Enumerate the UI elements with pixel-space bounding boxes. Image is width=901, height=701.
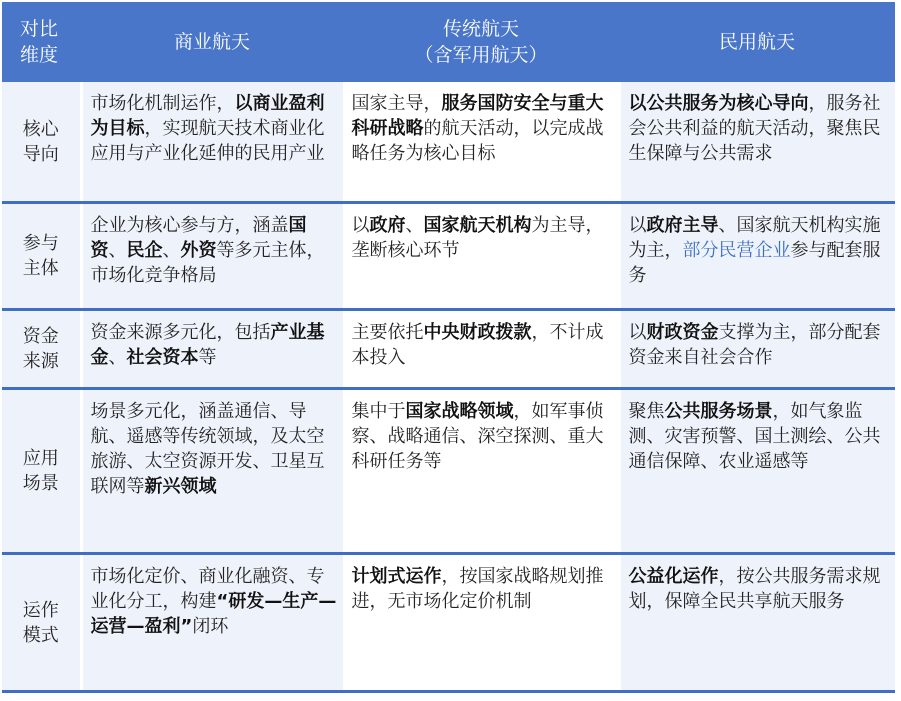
civil-cell xyxy=(619,389,895,554)
cell-text: 、 xyxy=(108,240,127,261)
cell-text: ，服务社会公共利益的航天活动，聚焦民生保障与公共需求 xyxy=(628,93,881,164)
cell-text: 的航天活动，以完成战略任务为核心目标 xyxy=(351,118,604,164)
header-civil: 民用航天 xyxy=(619,2,895,82)
cell-text: 资金来源多元化，包括 xyxy=(90,322,271,343)
emphasis-text: “研发—生产—运营—盈利” xyxy=(90,591,337,637)
cell-text: 为主导，垄断核心环节 xyxy=(351,215,604,261)
dimension-line1: 运作 xyxy=(22,599,59,621)
dimension-line2: 来源 xyxy=(22,351,59,372)
emphasis-text: 民企 xyxy=(126,240,163,261)
dimension-cell xyxy=(2,310,81,389)
header-dimension xyxy=(2,2,81,82)
traditional-cell xyxy=(343,310,619,389)
dimension-cell xyxy=(2,389,81,554)
cell-text: 市场化定价、商业化融资、专业化分工，构建 xyxy=(90,566,325,612)
commercial-cell xyxy=(81,389,343,554)
table-row-application-scenario xyxy=(2,389,895,554)
cell-text: 、 xyxy=(162,240,181,261)
cell-text: 以 xyxy=(628,322,647,343)
table-row-funding-source xyxy=(2,310,895,389)
traditional-cell xyxy=(343,554,619,692)
table-row-participants xyxy=(2,203,895,310)
emphasis-text: 国资 xyxy=(90,215,307,261)
dimension-line2: 场景 xyxy=(22,473,59,494)
emphasis-text: 国家航天机构 xyxy=(423,215,532,236)
commercial-cell xyxy=(81,310,343,389)
cell-text: 国家主导， xyxy=(351,93,442,114)
cell-text: 聚焦 xyxy=(628,401,665,422)
cell-text: ，按公共服务需求规划，保障全民共享航天服务 xyxy=(628,566,881,612)
cell-text: 等 xyxy=(198,347,217,368)
header-dimension-line2: 维度 xyxy=(20,44,59,66)
emphasis-text: 外资 xyxy=(180,240,217,261)
cell-text: 主要依托 xyxy=(351,322,424,343)
dimension-line2: 主体 xyxy=(22,258,59,279)
emphasis-text: 以公共服务为核心导向 xyxy=(628,93,809,114)
emphasis-text: 公共服务场景 xyxy=(664,401,773,422)
header-traditional xyxy=(343,2,619,82)
emphasis-text: 产业基金 xyxy=(90,322,325,368)
traditional-cell xyxy=(343,82,619,203)
civil-cell xyxy=(619,82,895,203)
emphasis-text: 政府 xyxy=(369,215,406,236)
header-row xyxy=(2,2,895,82)
emphasis-text: 计划式运作 xyxy=(351,566,442,587)
dimension-line1: 参与 xyxy=(22,233,59,254)
cell-text: 场景多元化，涵盖通信、导航、遥感等传统领域，及太空旅游、太空资源开发、卫星互联网等 xyxy=(90,401,325,497)
header-traditional-line2: （含军用航天） xyxy=(414,44,548,66)
dimension-line2: 导向 xyxy=(22,143,59,165)
emphasis-text: 公益化运作 xyxy=(628,566,719,587)
cell-text: ，如气象监测、灾害预警、国土测绘、公共通信保障、农业遥感等 xyxy=(628,401,881,472)
cell-text: 市场化机制运作， xyxy=(90,93,235,114)
emphasis-text: 新兴领域 xyxy=(144,476,217,497)
table-row-core-orientation xyxy=(2,82,895,203)
commercial-cell xyxy=(81,203,343,310)
cell-text: 集中于 xyxy=(351,401,406,422)
commercial-cell xyxy=(81,82,343,203)
header-commercial: 商业航天 xyxy=(81,2,343,82)
cell-text: 闭环 xyxy=(192,616,229,637)
emphasis-text: 中央财政拨款 xyxy=(423,322,532,343)
emphasis-text: 财政资金 xyxy=(646,322,719,343)
cell-text: ，如军事侦察、战略通信、深空探测、重大科研任务等 xyxy=(351,401,604,472)
dimension-line1: 资金 xyxy=(22,326,59,347)
dimension-line1: 应用 xyxy=(22,448,59,469)
comparison-table xyxy=(2,2,895,693)
cell-text: 支撑为主，部分配套资金来自社会合作 xyxy=(628,322,881,368)
civil-cell xyxy=(619,203,895,310)
dimension-cell xyxy=(2,82,81,203)
cell-text: 参与配套服务 xyxy=(628,240,881,286)
civil-cell xyxy=(619,554,895,692)
dimension-line1: 核心 xyxy=(22,118,59,140)
emphasis-text: 国家战略领域 xyxy=(405,401,514,422)
table-row-operation-mode xyxy=(2,554,895,692)
cell-text: 以 xyxy=(351,215,370,236)
header-dimension-line1: 对比 xyxy=(20,18,59,40)
cell-text: ，按国家战略规划推进，无市场化定价机制 xyxy=(351,566,604,612)
cell-text: 、 xyxy=(405,215,424,236)
emphasis-text: 社会资本 xyxy=(126,347,199,368)
cell-text: 、国家航天机构实施为主， xyxy=(628,215,881,261)
emphasis-text: 以商业盈利为目标 xyxy=(90,93,325,139)
cell-text: ，不计成本投入 xyxy=(351,322,604,368)
commercial-cell xyxy=(81,554,343,692)
cell-text: ，实现航天技术商业化应用与产业化延伸的民用产业 xyxy=(90,118,325,164)
cell-text: 、 xyxy=(108,347,127,368)
traditional-cell xyxy=(343,203,619,310)
cell-text: 企业为核心参与方，涵盖 xyxy=(90,215,289,236)
cell-text: 以 xyxy=(628,215,647,236)
civil-cell xyxy=(619,310,895,389)
emphasis-text: 政府主导 xyxy=(646,215,719,236)
emphasis-text: 服务国防安全与重大科研战略 xyxy=(351,93,604,139)
dimension-cell xyxy=(2,554,81,692)
dimension-cell xyxy=(2,203,81,310)
dimension-line2: 模式 xyxy=(22,624,59,646)
traditional-cell xyxy=(343,389,619,554)
cell-text: 等多元主体，市场化竞争格局 xyxy=(90,240,325,286)
highlight-text: 部分民营企业 xyxy=(682,240,791,261)
header-traditional-line1: 传统航天 xyxy=(442,18,519,40)
